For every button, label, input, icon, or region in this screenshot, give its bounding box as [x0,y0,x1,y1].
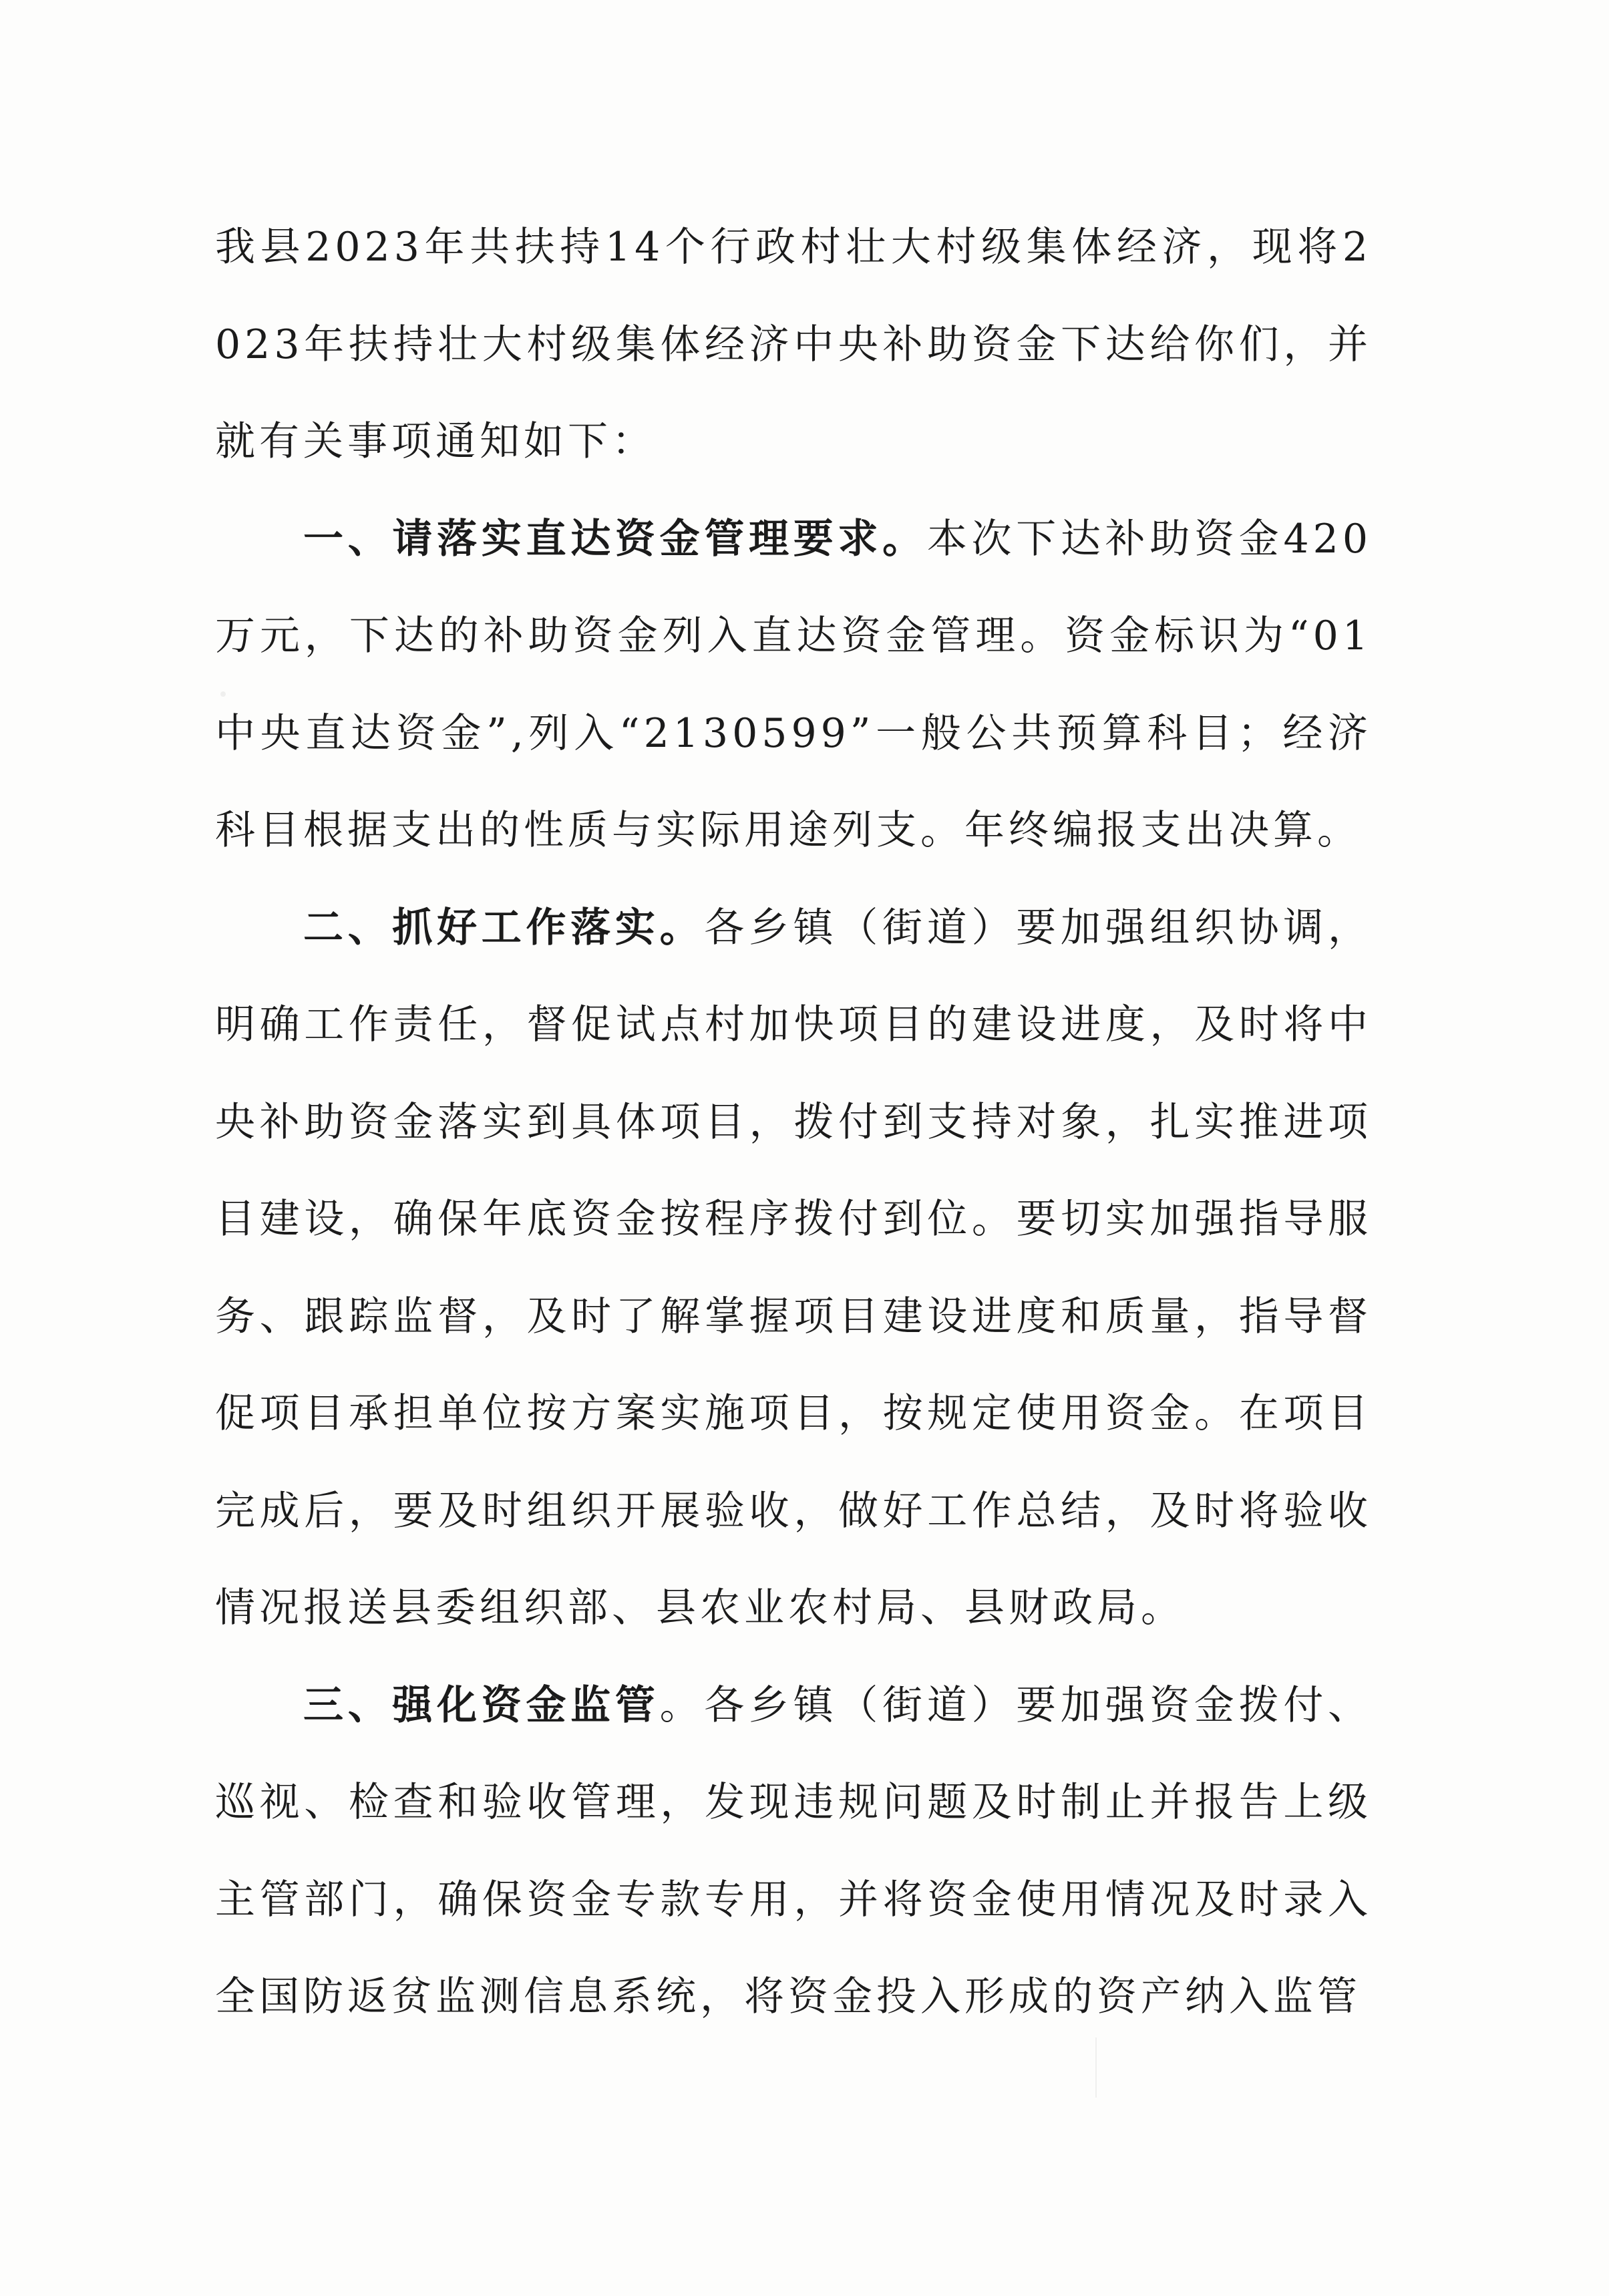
intro-paragraph [215,199,1372,491]
section-one-heading: 一、请落实直达资金管理要求。 [303,515,927,562]
section-three-paragraph [215,1657,1372,2046]
section-one-paragraph [215,491,1372,880]
section-one-text: 本次下达补助资金420万元，下达的补助资金列入直达资金管理。资金标识为“01中央直达资金”,列入“2130599”一般公共预算科目；经济科目根据支出的性质与实际用途列支。年终编报支出决算。 [215,515,1372,854]
section-two-paragraph [215,880,1372,1657]
intro-text: 我县2023年共扶持14个行政村壮大村级集体经济，现将2023年扶持壮大村级集体经济中央补助资金下达给你们，并就有关事项通知如下： [215,224,1372,465]
scan-fold-line [1095,2037,1097,2098]
section-three-text: 。各乡镇（街道）要加强资金拨付、巡视、检查和验收管理，发现违规问题及时制止并报告上级主管部门，确保资金专款专用，并将资金使用情况及时录入全国防返贫监测信息系统，将资金投入形成的资产纳入监管 [215,1681,1373,2020]
section-three-heading: 三、强化资金监管 [303,1681,660,1729]
section-two-heading: 二、抓好工作落实。 [303,904,705,951]
document-body [215,199,1372,2046]
section-two-text: 各乡镇（街道）要加强组织协调，明确工作责任，督促试点村加快项目的建设进度，及时将中央补助资金落实到具体项目，拨付到支持对象，扎实推进项目建设，确保年底资金按程序拨付到位。要切实加强指导服务、跟踪监督，及时了解掌握项目建设进度和质量，指导督促项目承担单位按方案实施项目，按规定使用资金。在项目完成后，要及时组织开展验收，做好工作总结，及时将验收情况报送县委组织部、县农业农村局、县财政局。 [215,904,1373,1631]
scan-smudge-mark [220,691,226,697]
